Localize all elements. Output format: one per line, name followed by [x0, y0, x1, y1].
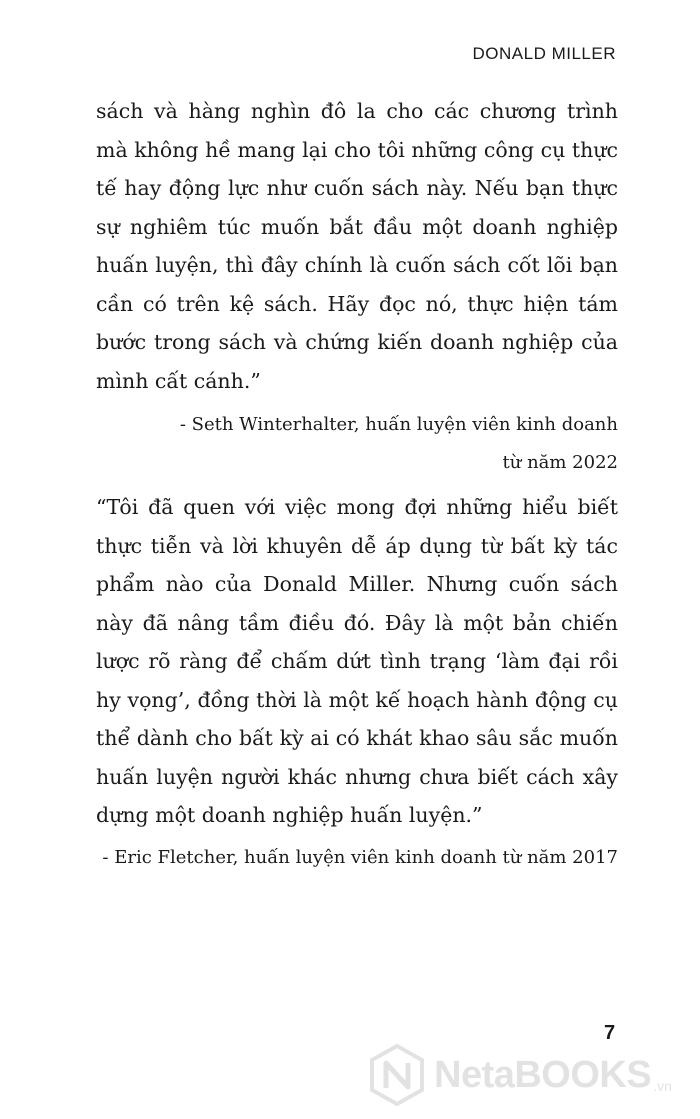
testimonial-2	[96, 488, 618, 877]
watermark-suffix: .vn	[653, 1078, 672, 1094]
testimonial-1-text: sách và hàng nghìn đô la cho các chương trình mà không hề mang lại cho tôi những công cụ thực tế hay động lực như cuốn sách này. Nếu bạn thực sự nghiêm túc muốn bắt đầu một doanh nghiệp huấn luyện, thì đây chính là cuốn sách cốt lõi bạn cần có trên kệ sách. Hãy đọc nó, thực hiện tám bước trong sách và chứng kiến doanh nghiệp của mình cất cánh.”	[96, 99, 618, 393]
testimonial-1	[96, 92, 618, 482]
testimonial-2-attribution: - Eric Fletcher, huấn luyện viên kinh doanh từ năm 2017	[102, 846, 618, 868]
testimonial-2-text: “Tôi đã quen với việc mong đợi những hiểu biết thực tiễn và lời khuyên dễ áp dụng từ bất kỳ tác phẩm nào của Donald Miller. Nhưng cuốn sách này đã nâng tầm điều đó. Đây là một bản chiến lược rõ ràng để chấm dứt tình trạng ‘làm đại rồi hy vọng’, đồng thời là một kế hoạch hành động cụ thể dành cho bất kỳ ai có khát khao sâu sắc muốn huấn luyện người khác nhưng chưa biết cách xây dựng một doanh nghiệp huấn luyện.”	[96, 495, 618, 827]
running-head: DONALD MILLER	[472, 44, 616, 63]
testimonial-1-attribution-line-2: từ năm 2022	[502, 452, 618, 473]
testimonial-1-attribution-line-1: - Seth Winterhalter, huấn luyện viên kinh doanh	[179, 414, 618, 435]
netabooks-logo-icon	[366, 1044, 428, 1106]
watermark	[366, 1042, 696, 1108]
testimonial-1-attribution	[96, 406, 618, 482]
page-number: 7	[604, 1022, 616, 1044]
watermark-brand: NetaBOOKS	[434, 1053, 652, 1096]
